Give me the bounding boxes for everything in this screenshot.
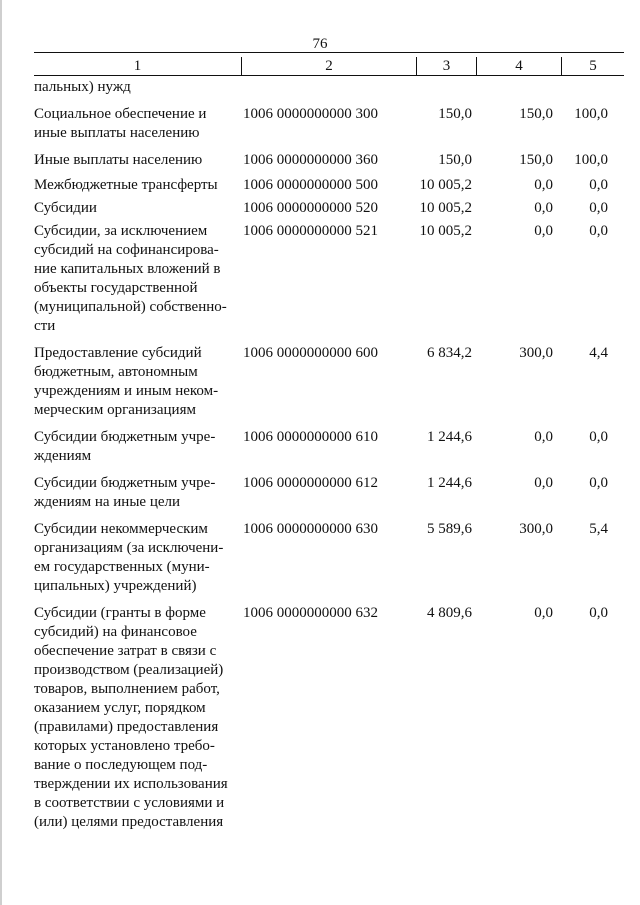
row-value-col4: 0,0: [534, 475, 553, 491]
row-name-line: Субсидии бюджетным учре-: [34, 429, 216, 445]
row-name-line: товаров, выполнением работ,: [34, 681, 220, 697]
table-row: [0, 474, 640, 512]
row-value-col5: 0,0: [589, 429, 608, 445]
row-name: [34, 344, 244, 420]
row-name: [34, 428, 244, 466]
row-name-line: Субсидии, за исключением: [34, 223, 208, 239]
row-value-col3: 10 005,2: [419, 223, 472, 239]
row-name-line: Субсидии (гранты в форме: [34, 605, 206, 621]
row-name-line: бюджетным, автономным: [34, 364, 198, 380]
column-header-3: 3: [442, 58, 451, 74]
row-value-col4: 0,0: [534, 177, 553, 193]
row-name-line: Предоставление субсидий: [34, 345, 202, 361]
table-row: [0, 199, 640, 218]
row-value-col5: 100,0: [574, 106, 608, 122]
column-header-2: 2: [325, 58, 333, 74]
row-name-line: пальных) нужд: [34, 79, 131, 95]
table-row: [0, 105, 640, 143]
row-code: 1006 0000000000 360: [243, 152, 378, 168]
row-name: [34, 105, 244, 143]
row-name-line: ние капитальных вложений в: [34, 261, 221, 277]
row-name-line: (муниципальной) собственно-: [34, 299, 227, 315]
row-code: 1006 0000000000 632: [243, 605, 378, 621]
row-name-line: (или) целями предоставления: [34, 814, 224, 830]
table-header-rule: [34, 75, 624, 76]
row-name-line: ждениям на иные цели: [34, 494, 181, 510]
row-code: 1006 0000000000 300: [243, 106, 378, 122]
row-name-line: сти: [34, 318, 56, 334]
row-value-col3: 6 834,2: [427, 345, 472, 361]
page-number: 76: [312, 36, 328, 52]
row-name: [34, 199, 244, 218]
row-value-col5: 100,0: [574, 152, 608, 168]
row-name-line: объекты государственной: [34, 280, 198, 296]
row-value-col3: 150,0: [438, 152, 472, 168]
row-value-col3: 1 244,6: [427, 429, 472, 445]
row-value-col5: 0,0: [589, 200, 608, 216]
row-name-line: обеспечение затрат в связи с: [34, 643, 217, 659]
row-code: 1006 0000000000 610: [243, 429, 378, 445]
table-row: [0, 520, 640, 596]
row-code: 1006 0000000000 520: [243, 200, 378, 216]
row-value-col5: 0,0: [589, 475, 608, 491]
row-name-line: ждениям: [34, 448, 92, 464]
row-name-line: мерческим организациям: [34, 402, 196, 418]
row-code: 1006 0000000000 600: [243, 345, 378, 361]
row-name: [34, 474, 244, 512]
table-row: [0, 176, 640, 195]
row-code: 1006 0000000000 630: [243, 521, 378, 537]
row-name-line: которых установлено требо-: [34, 738, 215, 754]
row-value-col3: 10 005,2: [419, 177, 472, 193]
row-name-line: учреждениям и иным неком-: [34, 383, 219, 399]
row-value-col4: 300,0: [519, 521, 553, 537]
table-body: [0, 78, 640, 840]
row-code: 1006 0000000000 500: [243, 177, 378, 193]
row-name-line: (правилами) предоставления: [34, 719, 219, 735]
row-name-line: Иные выплаты населению: [34, 152, 203, 168]
row-name-line: Субсидии бюджетным учре-: [34, 475, 216, 491]
column-header-4: 4: [515, 58, 523, 74]
row-value-col3: 1 244,6: [427, 475, 472, 491]
row-name-line: организациям (за исключени-: [34, 540, 224, 556]
row-value-col4: 0,0: [534, 223, 553, 239]
row-name: [34, 222, 244, 336]
row-value-col3: 5 589,6: [427, 521, 472, 537]
row-value-col4: 150,0: [519, 106, 553, 122]
row-name-line: ципальных) учреждений): [34, 578, 197, 594]
row-value-col5: 5,4: [589, 521, 608, 537]
table-row: [0, 604, 640, 832]
column-header-5: 5: [589, 58, 597, 74]
row-value-col3: 10 005,2: [419, 200, 472, 216]
row-value-col3: 4 809,6: [427, 605, 472, 621]
row-value-col5: 0,0: [589, 177, 608, 193]
table-top-rule: [34, 52, 624, 53]
row-value-col5: 4,4: [589, 345, 608, 361]
row-name-line: в соответствии с условиями и: [34, 795, 225, 811]
column-header-1: 1: [133, 58, 142, 74]
row-code: 1006 0000000000 521: [243, 223, 378, 239]
row-value-col4: 0,0: [534, 605, 553, 621]
row-code: 1006 0000000000 612: [243, 475, 378, 491]
row-name-line: тверждении их использования: [34, 776, 228, 792]
row-value-col4: 0,0: [534, 429, 553, 445]
table-row: [0, 222, 640, 336]
row-name-line: Субсидии: [34, 200, 97, 216]
row-name: [34, 78, 244, 97]
row-value-col4: 150,0: [519, 152, 553, 168]
row-name-line: вание о последующем под-: [34, 757, 208, 773]
row-value-col4: 300,0: [519, 345, 553, 361]
table-row: [0, 428, 640, 466]
table-row: [0, 78, 640, 97]
row-name-line: субсидий на софинансирова-: [34, 242, 219, 258]
row-value-col5: 0,0: [589, 223, 608, 239]
row-value-col4: 0,0: [534, 200, 553, 216]
row-name: [34, 151, 244, 170]
table-header-row: [34, 57, 624, 75]
row-value-col5: 0,0: [589, 605, 608, 621]
row-name: [34, 604, 244, 832]
row-name-line: Межбюджетные трансферты: [34, 177, 218, 193]
row-name-line: Субсидии некоммерческим: [34, 521, 208, 537]
row-value-col3: 150,0: [438, 106, 472, 122]
row-name-line: субсидий) на финансовое: [34, 624, 197, 640]
table-row: [0, 344, 640, 420]
row-name-line: производством (реализацией): [34, 662, 224, 678]
table-row: [0, 151, 640, 170]
row-name-line: иные выплаты населению: [34, 125, 200, 141]
row-name-line: ем государственных (муни-: [34, 559, 210, 575]
row-name: [34, 176, 244, 195]
row-name-line: оказанием услуг, порядком: [34, 700, 206, 716]
row-name: [34, 520, 244, 596]
row-name-line: Социальное обеспечение и: [34, 106, 207, 122]
